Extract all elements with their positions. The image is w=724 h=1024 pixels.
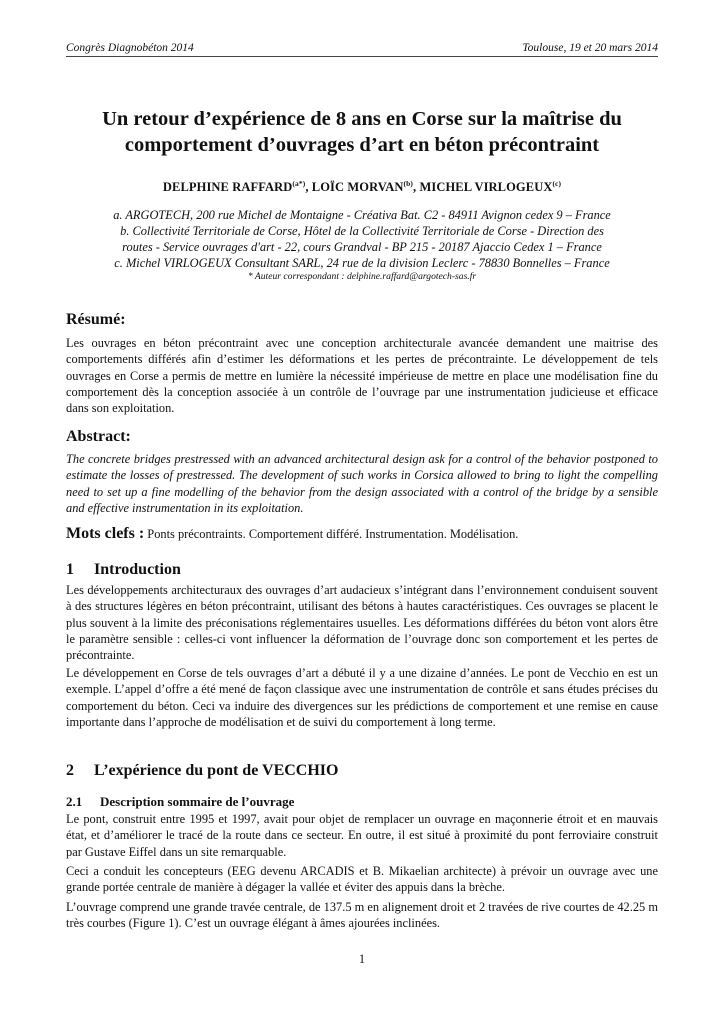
author-3-affil: (c) — [552, 179, 562, 188]
keywords — [66, 525, 658, 543]
section-2-title: L’expérience du pont de VECCHIO — [94, 762, 339, 779]
page-number: 1 — [358, 952, 366, 966]
author-list: DELPHINE $RAFFARD^{(a*)}$, LOÏC MORVAN$^{(b)}$, MICHEL VIRLOGEUX$^{(c)}$ — [162, 179, 562, 195]
title-line-1: Un retour d’expérience de 8 ans en Corse sur la maîtrise du — [102, 108, 622, 130]
paper-title — [66, 106, 658, 158]
author-1-affil: (a*) — [292, 179, 306, 188]
section-2-1-number: 2.1 — [66, 794, 83, 809]
corresponding-author: * Auteur correspondant : delphine.raffard@argotech-sas.fr — [247, 271, 477, 282]
author-2-affil: (b) — [403, 179, 413, 188]
section-2-heading — [66, 762, 338, 780]
section-2-1-paragraph-2: Ceci a conduit les concepteurs (EEG devenu ARCADIS et B. Mikaelian architecte) à prévoir un ouvrage avec une grande portée centrale de manière à dégager la vallée et éviter des appuis dans la brèche. — [66, 864, 658, 895]
abstract-text: The concrete bridges prestressed with an advanced architectural design ask for a control of the behavior postponed to estimate the losses of prestressed. The development of such works in Corsica allowed to bring to light the compelling need to set up a fine modelling of the behavior from the design associated with a control of the bridge by a sensible and effective instrumentation in its exploitation. — [66, 452, 658, 515]
resume-heading: Résumé: — [66, 311, 126, 328]
header-conference: Congrès Diagnobéton 2014 — [66, 42, 194, 54]
section-2-number: 2 — [66, 762, 74, 779]
author-1: DELPHINE RAFFARD — [162, 180, 293, 195]
affiliations — [66, 207, 658, 283]
section-2-1-paragraph-3: L’ouvrage comprend une grande travée centrale, de 137.5 m en alignement droit et 2 travées de rive courtes de 42.25 m très courbes (Figure 1). C’est un ouvrage élégant à âmes ajourées inclinées. — [66, 900, 658, 931]
affiliation-b-line2: routes - Service ouvrages d'art - 22, cours Grandval - BP 215 - 20187 Ajaccio Cedex 1 – France — [122, 240, 602, 254]
author-2: LOÏC MORVAN — [311, 180, 404, 195]
author-3: MICHEL VIRLOGEUX — [419, 180, 553, 195]
section-1-paragraph-1: Les développements architecturaux des ouvrages d’art audacieux s’intégrant dans l’environnement conduisent souvent à des structures légères en béton précontraint, utilisant des bétons à hautes caractéristiques. Ces ouvrages se placent le plus souvent à la limite des préconisations réglementaires usuelles. Les déformations différées du béton vont alors être le paramètre sensible : celles-ci vont influencer la déformation de l’ouvrage donc son comportement et les pertes de précontrainte. — [66, 583, 658, 663]
abstract-heading: Abstract: — [66, 428, 131, 445]
title-line-2: comportement d’ouvrages d’art en béton précontraint — [124, 134, 600, 156]
section-1-paragraph-2: Le développement en Corse de tels ouvrages d’art a débuté il y a une dizaine d’années. Le pont de Vecchio en est un exemple. L’appel d’offre a été mené de façon classique avec une instrumentation de contrôle et sans études précises du comportement du béton. Ceci va induire des divergences sur les prédictions de comportement et une remise en cause importante dans l’approche de modélisation et de suivi du comportement à long terme. — [66, 666, 658, 729]
section-1-title: Introduction — [94, 561, 181, 578]
affiliation-a: a. ARGOTECH, 200 rue Michel de Montaigne - Créativa Bat. C2 - 84911 Avignon cedex 9 – France — [113, 208, 611, 222]
section-2-1-title: Description sommaire de l’ouvrage — [100, 794, 295, 809]
section-1-number: 1 — [66, 561, 74, 578]
affiliation-b-line1: b. Collectivité Territoriale de Corse, Hôtel de la Collectivité Territoriale de Corse - Direction des — [120, 224, 604, 238]
section-1-heading — [66, 561, 181, 579]
affiliation-c: c. Michel VIRLOGEUX Consultant SARL, 24 rue de la division Leclerc - 78830 Bonnelles – France — [114, 256, 610, 270]
keywords-label: Mots clefs : — [66, 525, 145, 542]
section-2-1-paragraph-1: Le pont, construit entre 1995 et 1997, avait pour objet de remplacer un ouvrage en maçonnerie étroit et en mauvais état, et d’améliorer le tracé de la route dans ce secteur. En outre, il est situé à proximité du pont ferroviaire construit par Gustave Eiffel dans un site remarquable. — [66, 812, 658, 859]
running-header — [66, 42, 658, 57]
keywords-text: Ponts précontraints. Comportement différé. Instrumentation. Modélisation. — [147, 527, 519, 541]
section-2-1-heading — [66, 794, 294, 810]
header-location-date: Toulouse, 19 et 20 mars 2014 — [522, 42, 658, 54]
resume-text: Les ouvrages en béton précontraint avec une conception architecturale avancée demandent une maitrise des comportements différés afin d’estimer les déformations et les pertes de précontrainte. Le développement de tels ouvrages en Corse a permis de mettre en lumière la nécessité impérieuse de mettre en place une modélisation fine du comportement dès la conception associée à un contrôle de l’ouvrage par une instrumentation judicieuse et efficace dans son exploitation. — [66, 336, 658, 416]
